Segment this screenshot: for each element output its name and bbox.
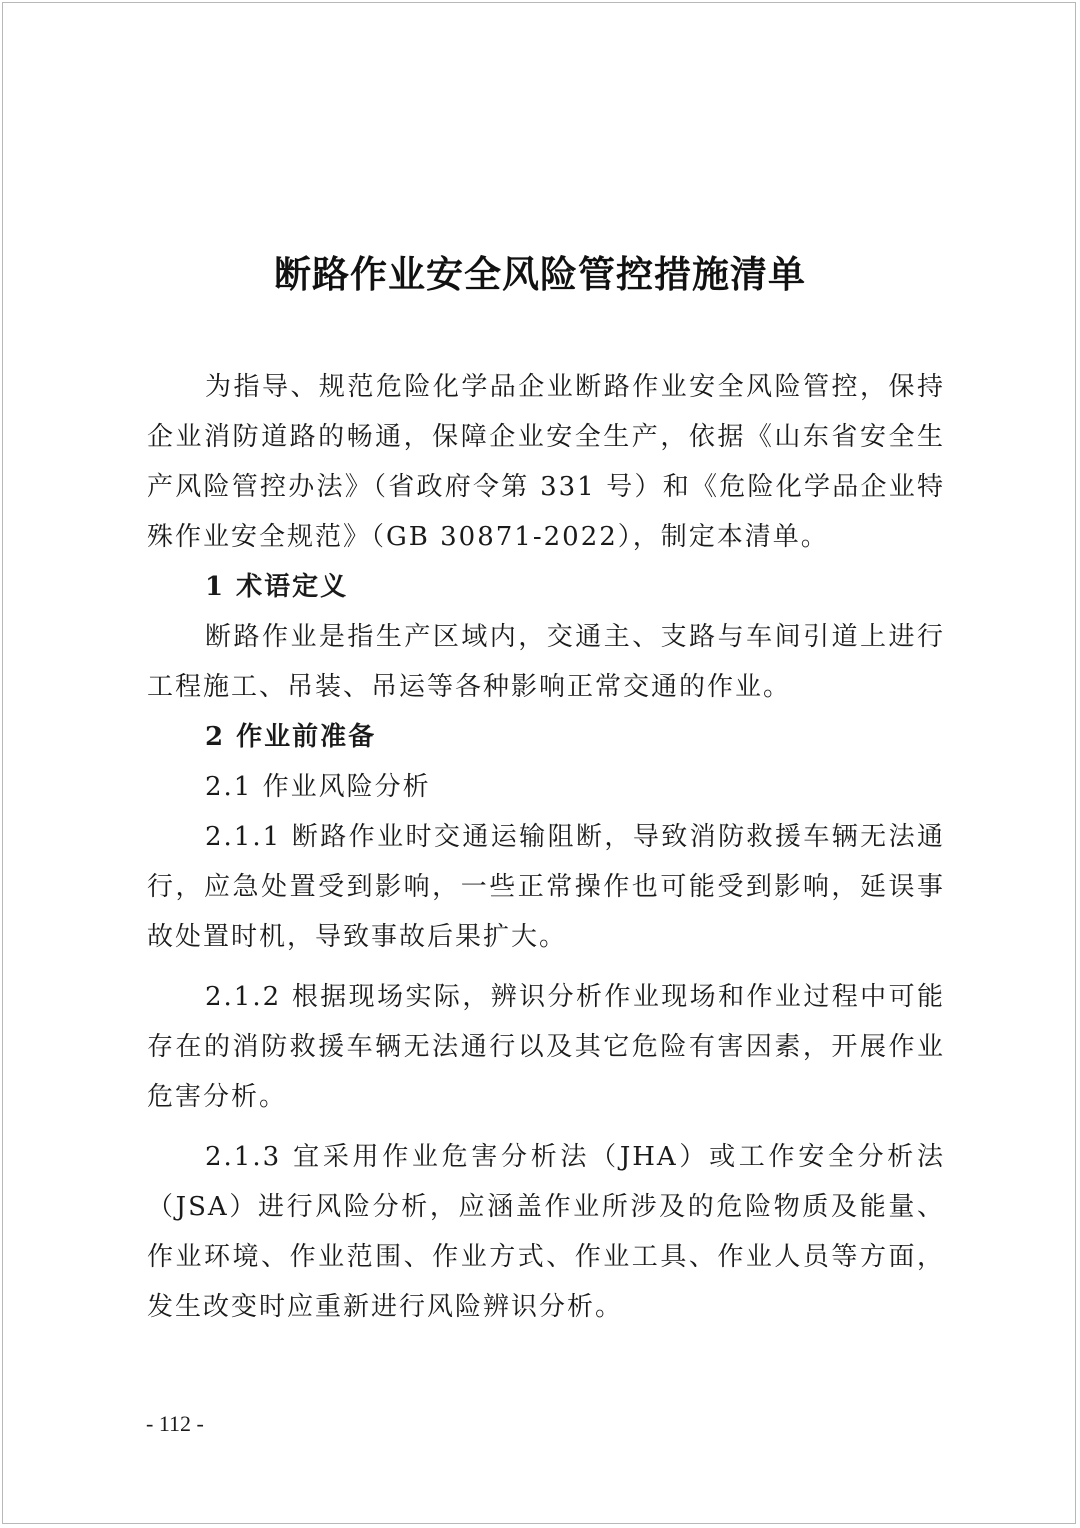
section-2-1-heading: 2.1 作业风险分析 <box>205 772 431 802</box>
document-body <box>147 362 945 1332</box>
section-1-paragraph: 断路作业是指生产区域内，交通主、支路与车间引道上进行工程施工、吊装、吊运等各种影响正常交通的作业。 <box>147 622 945 702</box>
intro-paragraph: 为指导、规范危险化学品企业断路作业安全风险管控，保持企业消防道路的畅通，保障企业安全生产，依据《山东省安全生产风险管控办法》（省政府令第 331 号）和《危险化学品企业特殊作业安全规范》（GB 30871-2022），制定本清单。 <box>147 372 945 552</box>
item-2-1-3-paragraph: 2.1.3 宜采用作业危害分析法（JHA）或工作安全分析法（JSA）进行风险分析，应涵盖作业所涉及的危险物质及能量、作业环境、作业范围、作业方式、作业工具、作业人员等方面，发生改变时应重新进行风险辨识分析。 <box>147 1142 945 1322</box>
item-2-1-2-paragraph: 2.1.2 根据现场实际，辨识分析作业现场和作业过程中可能存在的消防救援车辆无法通行以及其它危险有害因素，开展作业危害分析。 <box>147 982 945 1112</box>
page-title: 断路作业安全风险管控措施清单 <box>274 252 806 296</box>
section-2-heading: 2 作业前准备 <box>205 722 377 752</box>
page-number: - 112 - <box>146 1411 204 1436</box>
section-1-heading: 1 术语定义 <box>205 572 349 602</box>
item-2-1-1-paragraph: 2.1.1 断路作业时交通运输阻断，导致消防救援车辆无法通行，应急处置受到影响，一些正常操作也可能受到影响，延误事故处置时机，导致事故后果扩大。 <box>147 822 945 952</box>
